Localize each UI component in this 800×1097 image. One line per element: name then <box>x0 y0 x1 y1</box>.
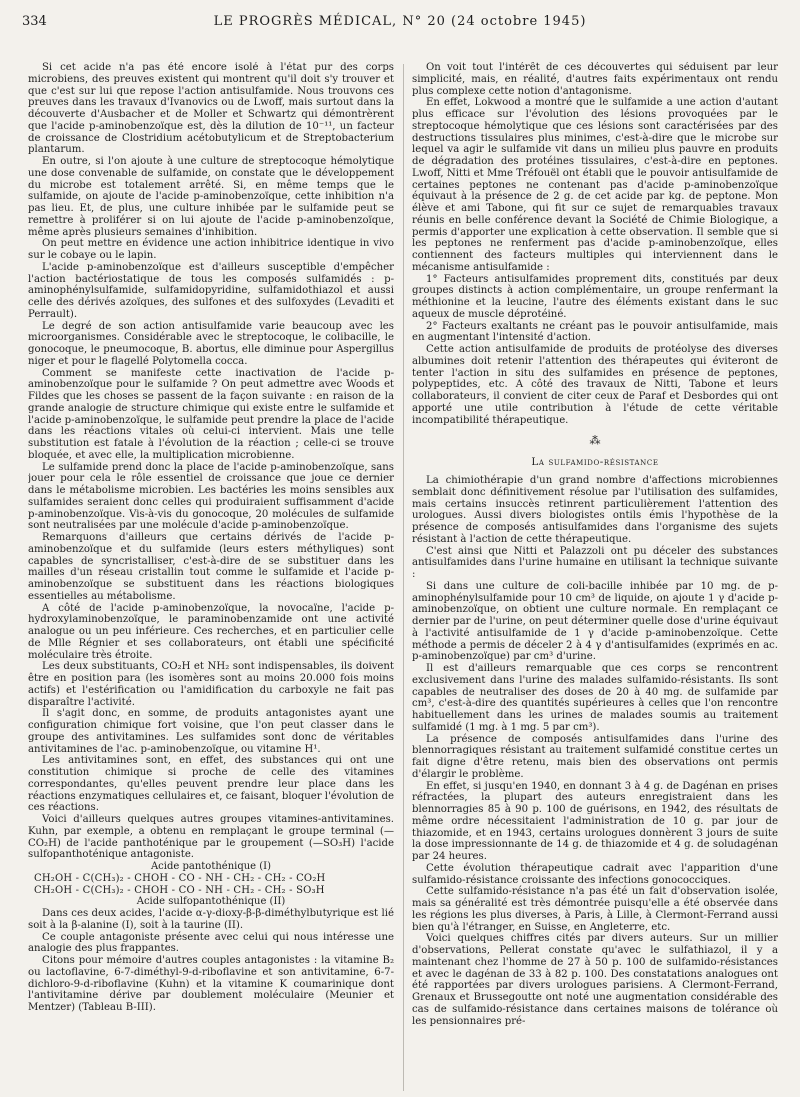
paragraph: Il est d'ailleurs remarquable que ces corps se rencontrent exclusivement dans l'urine des malades sulfamido-résistants. Ils sont capables de neutraliser des doses de 20 à 40 mg. de sulfamide par cm³, c'est-à-dire des quantités supérieures à celles que l'on rencontre habituellement dans les urines de malades soumis au traitement sulfamidé (1 mg. à 1 mg. 5 par cm³). <box>412 663 778 733</box>
paragraph: Voici d'ailleurs quelques autres groupes vitamines-antivitamines. Kuhn, par exemple, a obtenu en remplaçant le groupe terminal (—CO₂H) de l'acide panthoténique par le groupement (—SO₃H) l'acide sulfopanthoténique antagoniste. <box>28 814 394 861</box>
left-paragraphs <box>28 62 394 861</box>
right-paragraphs <box>412 62 778 426</box>
paragraph: Cette action antisulfamide de produits de protéolyse des diverses albumines doit retenir l'attention des thérapeutes qui éviteront de tenter l'action in situ des sulfamides en présence de peptones, polypeptides, etc. A côté des travaux de Nitti, Tabone et leurs collaborateurs, il convient de citer ceux de Paraf et Desbordes qui ont apporté une utile contribution à l'étude de cette véritable incompatibilité thérapeutique. <box>412 344 778 426</box>
left-column <box>28 62 394 1091</box>
paragraph: Voici quelques chiffres cités par divers auteurs. Sur un millier d'observations, Pellerat constate qu'avec le sulfathiazol, il y a maintenant chez l'homme de 27 à 50 p. 100 de sulfamido-résistances et avec le dagénan de 33 à 82 p. 100. Des constatations analogues ont été rapportées par divers urologues parisiens. A Clermont-Ferrand, Grenaux et Brussegoutte ont noté une augmentation considérable des cas de sulfamido-résistance dans certaines maisons de tolérance où les pensionnaires pré- <box>412 933 778 1027</box>
text-columns <box>28 62 778 1091</box>
paragraph: En effet, si jusqu'en 1940, en donnant 3 à 4 g. de Dagénan en prises réfractées, la plupart des auteurs enregistraient dans les blennorragies 85 à 90 p. 100 de guérisons, en 1942, des résultats de même ordre nécessitaient l'administration de 10 g. par jour de thiazomide, et en 1943, certains urologues donnèrent 3 jours de suite la dose impressionnante de 14 g. de thiazomide et 4 g. de soludagénan par 24 heures. <box>412 780 778 862</box>
running-title: LE PROGRÈS MÉDICAL, N° 20 (24 octobre 1945) <box>213 14 587 29</box>
paragraph: Cette sulfamido-résistance n'a pas été un fait d'observation isolée, mais sa généralité est très démontrée puisqu'elle a été observée dans les régions les plus diverses, à Paris, à Lille, à Clermont-Ferrand aussi bien qu'à l'étranger, en Suisse, en Angleterre, etc. <box>412 886 778 933</box>
paragraph: Si dans une culture de coli-bacille inhibée par 10 mg. de p-aminophénylsulfamide pour 10 cm³ de liquide, on ajoute 1 γ d'acide p-aminobenzoïque, on obtient une culture normale. En remplaçant ce dernier par de l'urine, on peut déterminer quelle dose d'urine équivaut à l'activité antisulfamide de 1 γ d'acide p-aminobenzoïque. Cette méthode a permis de déceler 2 à 4 γ d'antisulfamides (exprimés en ac. p-aminobenzoïque) par cm³ d'urine. <box>412 580 778 663</box>
section-separator: ⁂ <box>589 434 601 448</box>
paragraph: Si cet acide n'a pas été encore isolé à l'état pur des corps microbiens, des preuves existent qui montrent qu'il doit s'y trouver et que c'est sur lui que repose l'action antisulfamide. Nous trouvons ces preuves dans les travaux d'Ivanovics ou de Lwoff, mais surtout dans la découverte d'Ausbacher et de Moller et Schwartz qui démontrèrent que l'acide p-aminobenzoïque est, dès la dilution de 10⁻¹¹, un facteur de croissance de Clostridium acétobutylicum et de Streptobacterium plantarum. <box>28 62 394 156</box>
paragraph: Il s'agit donc, en somme, de produits antagonistes ayant une configuration chimique fort voisine, que l'on peut classer dans le groupe des antivitamines. Les sulfamides sont donc de véritables antivitamines de l'ac. p-aminobenzoïque, ou vitamine H¹. <box>28 708 394 755</box>
right-column <box>412 62 778 1091</box>
paragraph: Dans ces deux acides, l'acide α-γ-dioxy-β-β-diméthylbutyrique est lié soit à la β-alanine (I), soit à la taurine (II). <box>28 908 394 931</box>
paragraph: L'acide p-aminobenzoïque est d'ailleurs susceptible d'empêcher l'action bactériostatique de tous les composés sulfamidés : p-aminophénylsulfamide, sulfamidopyridine, sulfamidothiazol et aussi celle des dérivés azoïques, des sulfones et des sulfoxydes (Levaditi et Perrault). <box>28 261 394 320</box>
paragraph: Comment se manifeste cette inactivation de l'acide p-aminobenzoïque pour le sulfamide ? On peut admettre avec Woods et Fildes que les choses se passent de la façon suivante : en raison de la grande analogie de structure chimique qui existe entre le sulfamide et l'acide p-aminobenzoïque, le sulfamide peut prendre la place de l'acide dans les réactions vitales où celui-ci intervient. Mais une telle substitution est fatale à l'évolution de la réaction ; celle-ci se trouve bloquée, et avec elle, la multiplication microbienne. <box>28 367 394 461</box>
paragraph: 2° Facteurs exaltants ne créant pas le pouvoir antisulfamide, mais en augmentant l'intensité d'action. <box>412 320 778 344</box>
formula-line-2: CH₂OH - C(CH₃)₂ - CHOH - CO - NH - CH₂ - CH₂ - SO₃H <box>34 884 325 896</box>
paragraph: 1° Facteurs antisulfamides proprement dits, constitués par deux groupes distincts à action complémentaire, un groupe renfermant la méthionine et la leucine, l'autre des éléments existant dans le suc aqueux de muscle déprotéiné. <box>412 273 778 320</box>
paragraph: Ce couple antagoniste présente avec celui qui nous intéresse une analogie des plus frappantes. <box>28 931 394 955</box>
paragraph: C'est ainsi que Nitti et Palazzoli ont pu déceler des substances antisulfamides dans l'urine humaine en utilisant la technique suivante : <box>412 545 778 580</box>
paragraph: On peut mettre en évidence une action inhibitrice identique in vivo sur le cobaye ou le lapin. <box>28 238 394 261</box>
left-paragraphs-after <box>28 908 394 1014</box>
page-number: 334 <box>22 14 47 29</box>
paragraph: Remarquons d'ailleurs que certains dérivés de l'acide p-aminobenzoïque et du sulfamide (leurs esters méthyliques) sont capables de syncristalliser, c'est-à-dire de se substituer dans les mailles d'un réseau cristallin tout comme le sulfamide et l'acide p-aminobenzoïque se substituent dans les réactions biologiques essentielles au métabolisme. <box>28 532 394 602</box>
paragraph: En effet, Lokwood a montré que le sulfamide a une action d'autant plus efficace sur l'évolution des lésions provoquées par le streptocoque hémolytique que ces lésions sont caractérisées par des destructions tissulaires plus minimes, c'est-à-dire que le microbe sur lequel va agir le sulfamide vit dans un milieu plus pauvre en produits de dégradation des protéines tissulaires, c'est-à-dire en peptones. Lwoff, Nitti et Mme Tréfouël ont établi que le pouvoir antisulfamide de certaines peptones ne contenant pas d'acide p-aminobenzoïque équivaut à la présence de 2 g. de cet acide par kg. de peptone. Mon élève et ami Tabone, qui fit sur ce sujet de remarquables travaux réunis en belle conférence devant la Société de Chimie Biologique, a permis d'apporter une explication à cette observation. Il semble que si les peptones ne renferment pas d'acide p-aminobenzoïque, elles contiennent des facteurs multiples qui interviennent dans le mécanisme antisulfamide : <box>412 97 778 273</box>
chemical-formula <box>28 861 394 908</box>
formula-line-1: CH₂OH - C(CH₃)₂ - CHOH - CO - NH - CH₂ - CH₂ - CO₂H <box>34 872 326 884</box>
formula-label-2: Acide sulfopantothénique (II) <box>136 896 286 908</box>
paragraph: Le sulfamide prend donc la place de l'acide p-aminobenzoïque, sans jouer pour cela le rôle essentiel de croissance que joue ce dernier dans le métabolisme microbien. Les bactéries les moins sensibles aux sulfamides seraient donc celles qui produiraient suffisamment d'acide p-aminobenzoïque. Vis-à-vis du gonocoque, 20 molécules de sulfamide sont neutralisées par une molécule d'acide p-aminobenzoïque. <box>28 461 394 532</box>
paragraph: Le degré de son action antisulfamide varie beaucoup avec les microorganismes. Considérable avec le streptocoque, le colibacille, le gonocoque, le pneumocoque, B. abortus, elle diminue pour Aspergillus niger et pour le flagellé Polytomella cocca. <box>28 320 394 367</box>
paragraph: Cette évolution thérapeutique cadrait avec l'apparition d'une sulfamido-résistance croissante des infections gonococciques. <box>412 862 778 886</box>
paragraph: La présence de composés antisulfamides dans l'urine des blennorragiques résistant au traitement sulfamidé constitue certes un fait digne d'être retenu, mais bien des observations ont permis d'élargir le problème. <box>412 733 778 780</box>
paragraph: Les deux substituants, CO₂H et NH₂ sont indispensables, ils doivent être en position para (les isomères sont au moins 20.000 fois moins actifs) et l'estérification ou l'amidification du carboxyle ne fait pas disparaître l'activité. <box>28 661 394 708</box>
paragraph: La chimiothérapie d'un grand nombre d'affections microbiennes semblait donc définitivement résolue par l'utilisation des sulfamides, mais certains insuccès retinrent particulièrement l'attention des urologues. Aussi divers biologistes ontils émis l'hypothèse de la présence de composés antisulfamides dans l'organisme des sujets résistant à l'action de cette thérapeutique. <box>412 475 778 545</box>
right-paragraphs-after <box>412 475 778 1027</box>
paragraph: Les antivitamines sont, en effet, des substances qui ont une constitution chimique si proche de celle des vitamines correspondantes, qu'elles peuvent prendre leur place dans les réactions enzymatiques cellulaires et, ce faisant, bloquer l'évolution de ces réactions. <box>28 755 394 814</box>
paragraph: A côté de l'acide p-aminobenzoïque, la novocaïne, l'acide p-hydroxylaminobenzoïque, le paraminobenzamide ont une activité analogue ou un peu inférieure. Ces recherches, et en particulier celle de Mlle Régnier et ses collaborateurs, ont établi une spécificité moléculaire très étroite. <box>28 602 394 661</box>
formula-label-1: Acide pantothénique (I) <box>150 861 272 872</box>
column-divider <box>403 64 404 1091</box>
paragraph: On voit tout l'intérêt de ces découvertes qui séduisent par leur simplicité, mais, en réalité, d'autres faits expérimentaux ont rendu plus complexe cette notion d'antagonisme. <box>412 62 778 97</box>
paragraph: En outre, si l'on ajoute à une culture de streptocoque hémolytique une dose convenable de sulfamide, on constate que le développement du microbe est totalement arrêté. Si, en même temps que le sulfamide, on ajoute de l'acide p-aminobenzoïque, cette inhibition n'a pas lieu. Et, de plus, une culture inhibée par le sulfamide peut se remettre à proliférer si on lui ajoute de l'acide p-aminobenzoïque, même après plusieurs semaines d'inhibition. <box>28 156 394 238</box>
page-header <box>22 14 778 36</box>
paragraph: Citons pour mémoire d'autres couples antagonistes : la vitamine B₂ ou lactoflavine, 6-7-diméthyl-9-d-riboflavine et son antivitamine, 6-7-dichloro-9-d-riboflavine (Kuhn) et la vitamine K coumarinique dont l'antivitamine dérive par doublement moléculaire (Meunier et Mentzer) (Tableau B-III). <box>28 955 394 1013</box>
section-title: La sulfamido-résistance <box>531 456 659 469</box>
